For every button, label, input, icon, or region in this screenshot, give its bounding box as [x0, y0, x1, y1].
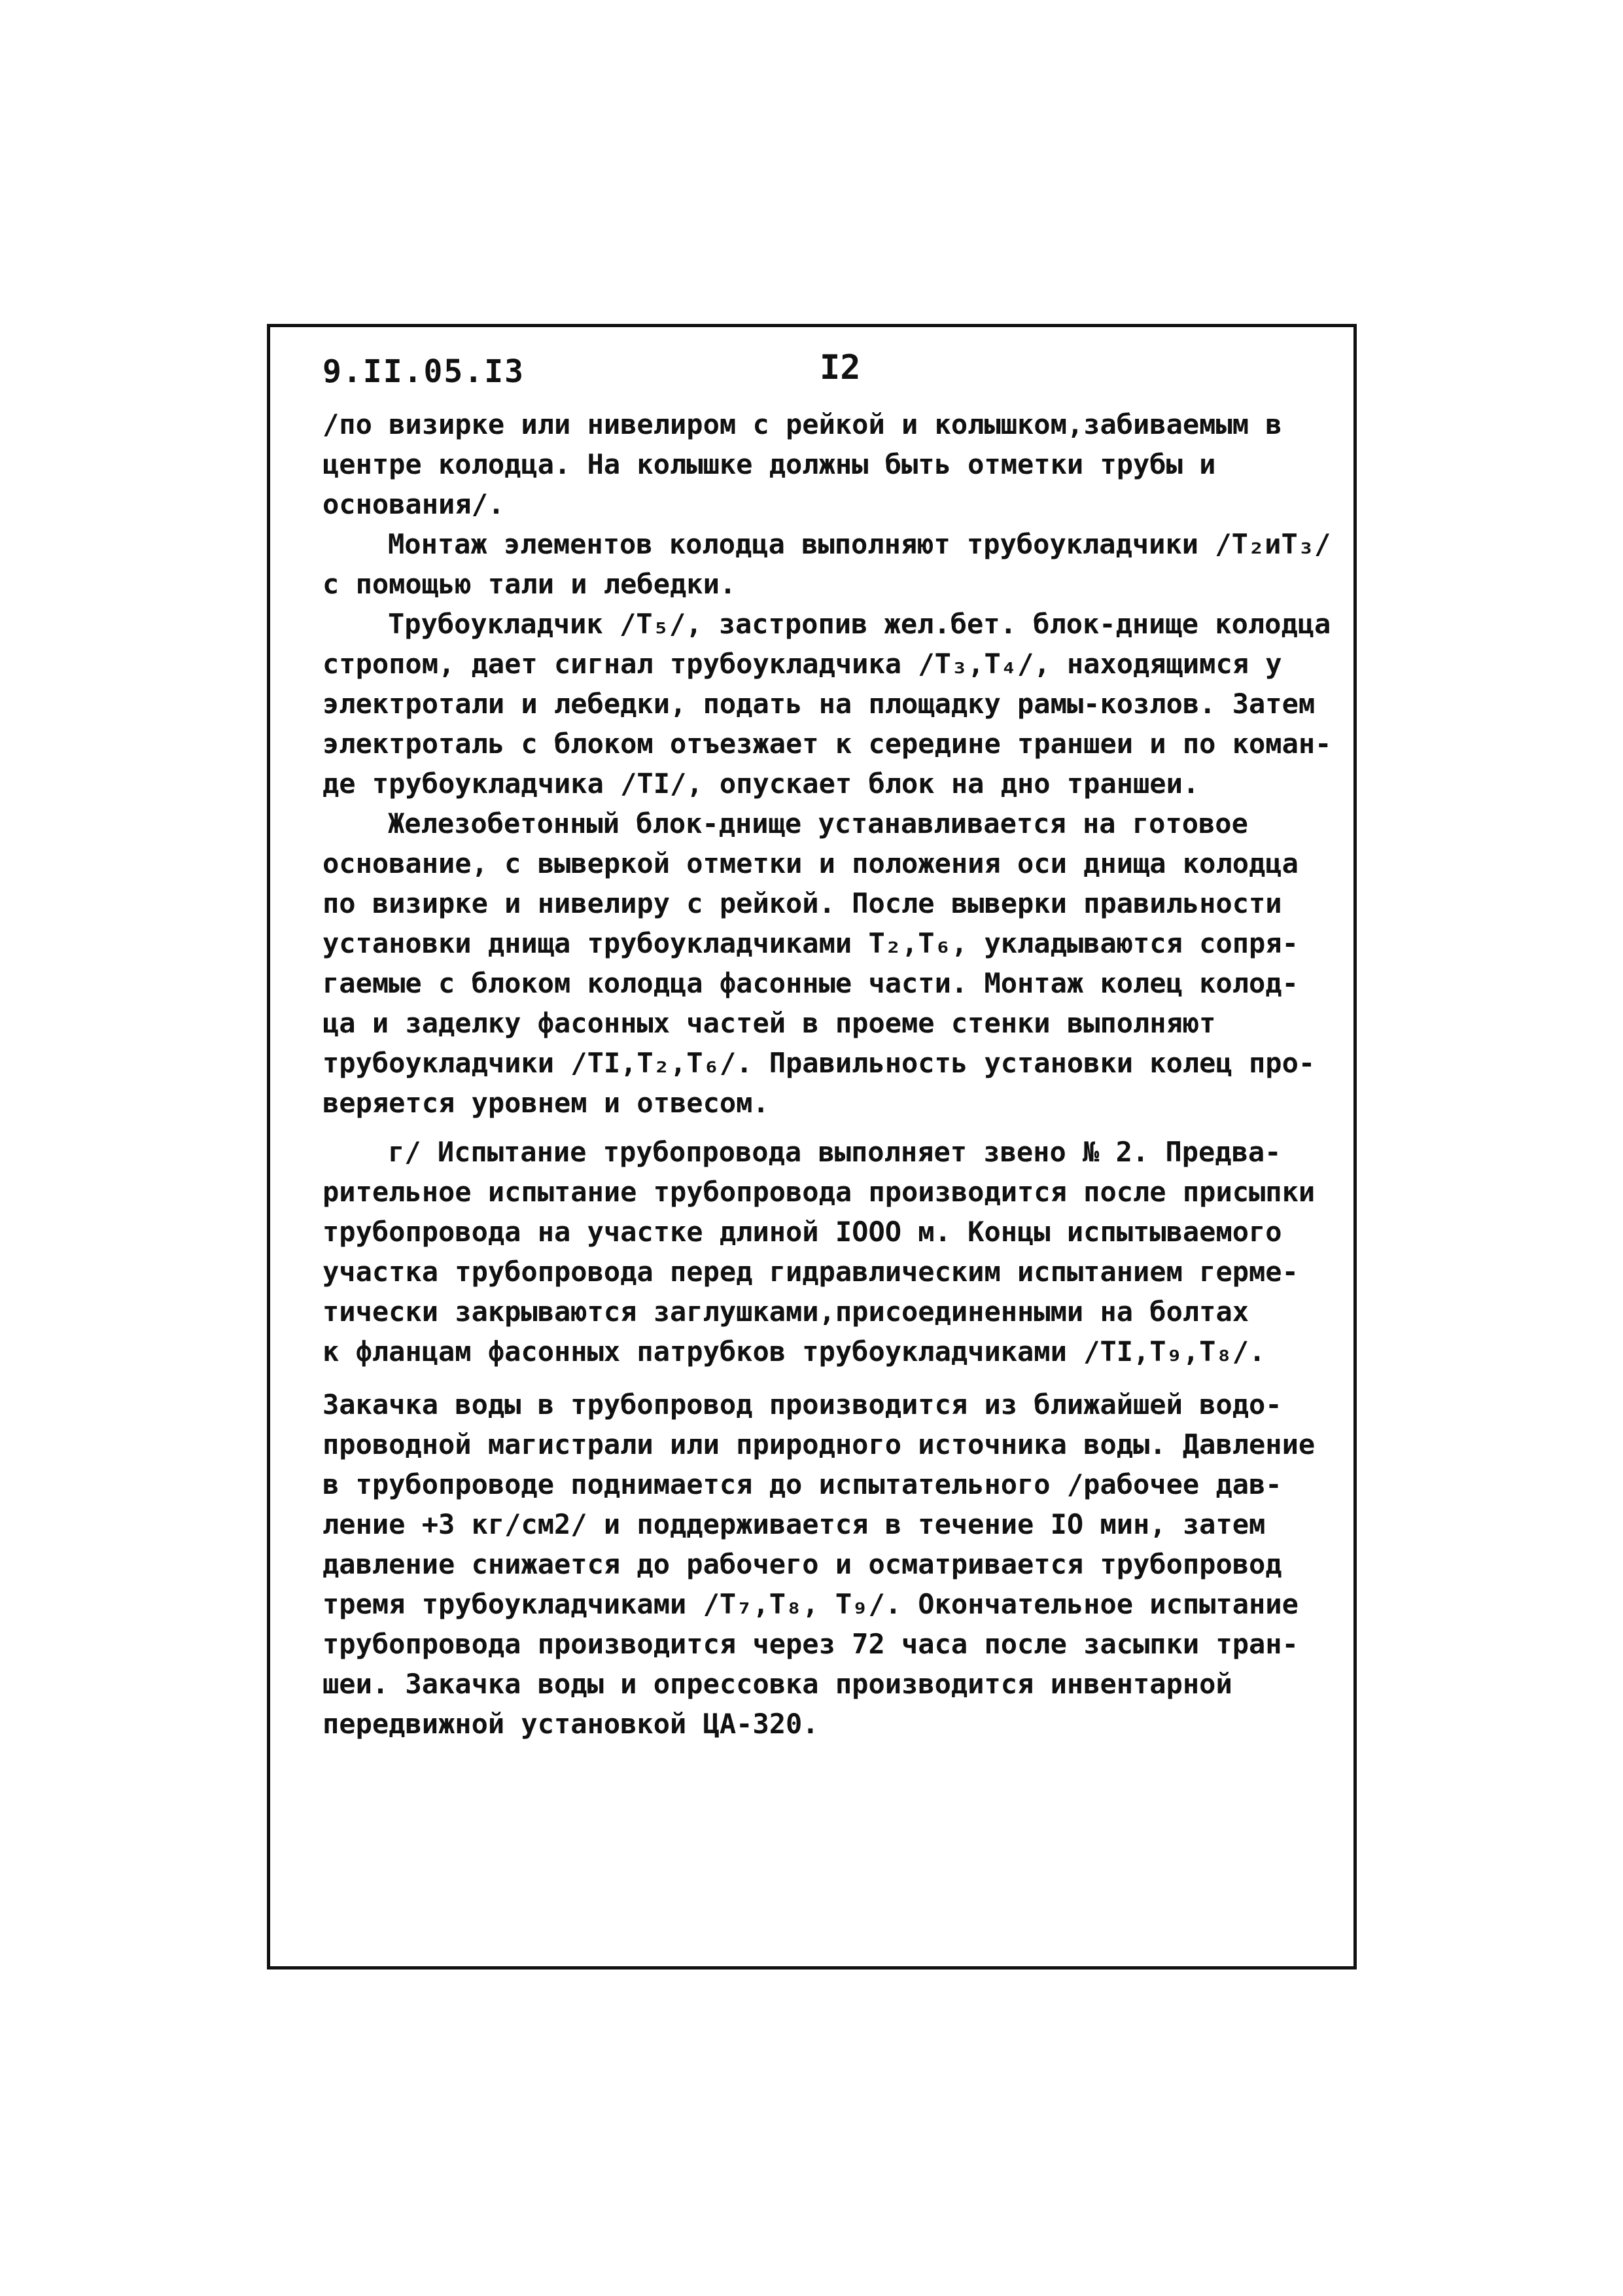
text-line: в трубопроводе поднимается до испытательного /рабочее дав-: [323, 1468, 1282, 1500]
document-code: 9.II.05.I3: [323, 353, 525, 390]
text-line: ца и заделку фасонных частей в проеме стенки выполняют: [323, 1007, 1216, 1039]
text-line: проводной магистрали или природного источника воды. Давление: [323, 1428, 1316, 1460]
text-line: гаемые с блоком колодца фасонные части. Монтаж колец колод-: [323, 967, 1299, 999]
text-line: де трубоукладчика /TI/, опускает блок на дно траншеи.: [323, 768, 1200, 800]
paragraph: [323, 524, 1330, 604]
text-line: установки днища трубоукладчиками T₂,T₆, укладываются сопря-: [323, 927, 1299, 959]
text-line: Монтаж элементов колодца выполняют трубоукладчики /T₂иT₃/: [388, 528, 1331, 560]
page-header: [323, 348, 1304, 406]
text-line: передвижной установкой ЦА-320.: [323, 1708, 819, 1740]
paragraph: [323, 1132, 1330, 1371]
text-line: Трубоукладчик /T₅/, застропив жел.бет. блок-днище колодца: [388, 608, 1331, 640]
text-line: ление +3 кг/см2/ и поддерживается в течение IO мин, затем: [323, 1508, 1266, 1540]
text-line: рительное испытание трубопровода производится после присыпки: [323, 1176, 1316, 1208]
text-line: тически закрываются заглушками,присоединенными на болтах: [323, 1296, 1249, 1328]
text-line: Закачка воды в трубопровод производится из ближайшей водо-: [323, 1388, 1282, 1421]
paragraph: [323, 604, 1330, 804]
paragraph: [323, 1385, 1330, 1744]
text-line: тремя трубоукладчиками /T₇,T₈, T₉/. Окончательное испытание: [323, 1588, 1299, 1620]
text-line: /по визирке или нивелиром с рейкой и колышком,забиваемым в: [323, 408, 1282, 440]
document-frame: [267, 324, 1357, 1969]
text-line: основания/.: [323, 488, 505, 520]
text-line: участка трубопровода перед гидравлическим испытанием герме-: [323, 1256, 1299, 1288]
text-line: трубоукладчики /TI,T₂,T₆/. Правильность установки колец про-: [323, 1047, 1316, 1079]
text-line: основание, с выверкой отметки и положения оси днища колодца: [323, 847, 1299, 879]
page-number: I2: [820, 348, 861, 387]
text-line: с помощью тали и лебедки.: [323, 568, 737, 600]
text-line: по визирке и нивелиру с рейкой. После выверки правильности: [323, 887, 1282, 919]
text-line: трубопровода на участке длиной IOOO м. Концы испытываемого: [323, 1216, 1282, 1248]
paragraph: [323, 804, 1330, 1123]
text-line: трубопровода производится через 72 часа после засыпки тран-: [323, 1628, 1299, 1660]
text-line: электроталь с блоком отъезжает к середине траншеи и по коман-: [323, 728, 1332, 760]
document-body: [323, 404, 1330, 1744]
paragraph: [323, 404, 1330, 524]
text-line: г/ Испытание трубопровода выполняет звено № 2. Предва-: [388, 1136, 1282, 1168]
text-line: давление снижается до рабочего и осматривается трубопровод: [323, 1548, 1282, 1580]
text-line: шеи. Закачка воды и опрессовка производится инвентарной: [323, 1668, 1232, 1700]
text-line: к фланцам фасонных патрубков трубоукладчиками /TI,T₉,T₈/.: [323, 1335, 1266, 1368]
text-line: Железобетонный блок-днище устанавливается на готовое: [388, 807, 1248, 839]
text-line: веряется уровнем и отвесом.: [323, 1087, 769, 1119]
text-line: стропом, дает сигнал трубоукладчика /T₃,T₄/, находящимся у: [323, 648, 1282, 680]
text-line: центре колодца. На колышке должны быть отметки трубы и: [323, 448, 1216, 480]
text-line: электротали и лебедки, подать на площадку рамы-козлов. Затем: [323, 688, 1316, 720]
